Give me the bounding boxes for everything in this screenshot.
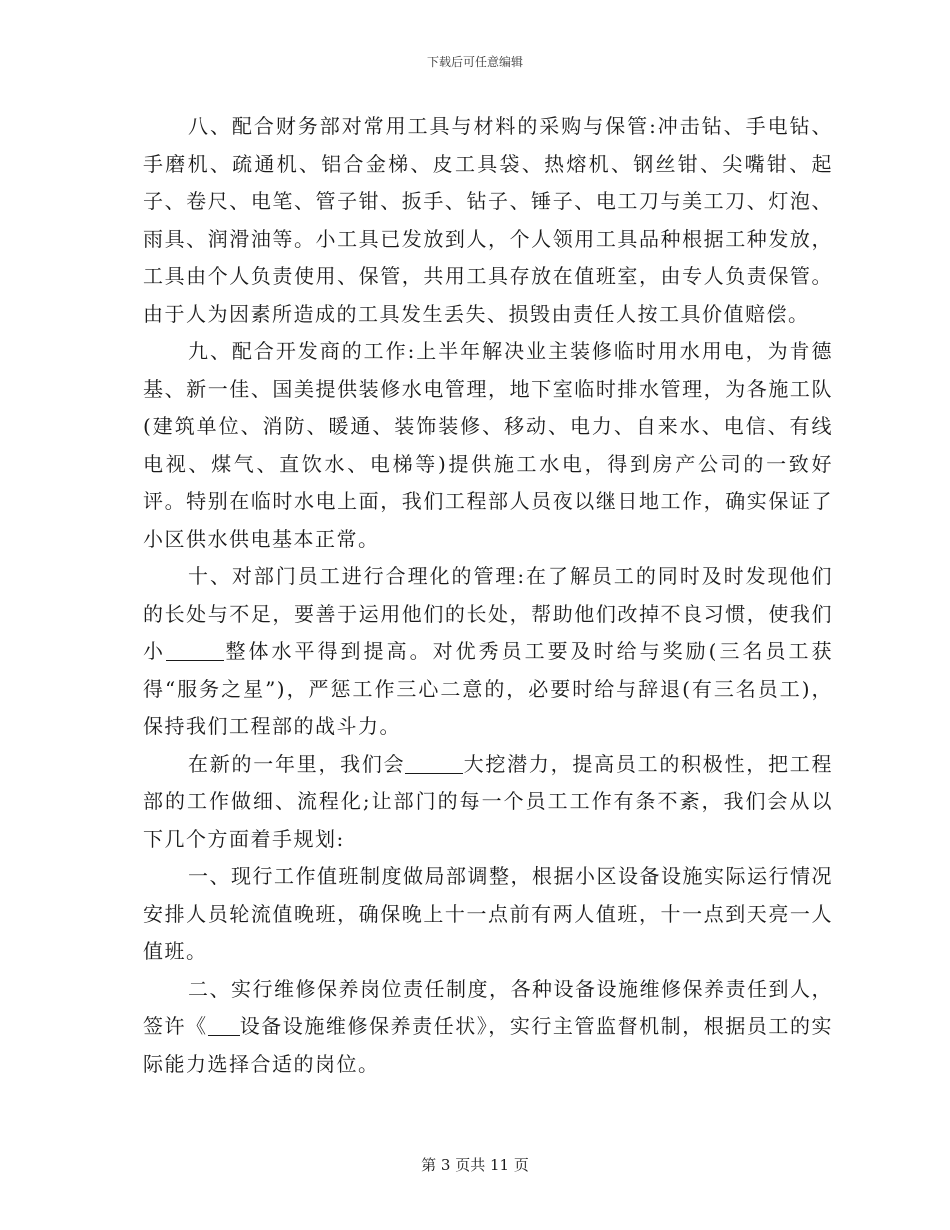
paragraph-text-after: 大挖潜力，提高员工的积极性，把工程部的工作做细、流程化;让部门的每一个员工工作有条不紊，我们会从以下几个方面着手规划: (143, 751, 834, 851)
paragraph-text-before: 二、实行维修保养岗位责任制度，各种设备设施维修保养责任到人，签许《 (143, 976, 833, 1038)
paragraph-text: 八、配合财务部对常用工具与材料的采购与保管:冲击钻、手电钻、手磨机、疏通机、铝合金梯、皮工具袋、热熔机、钢丝钳、尖嘴钳、起子、卷尺、电笔、管子钳、扳手、钻子、锤子、电工刀与美工刀、灯泡、雨具、润滑油等。小工具已发放到人，个人领用工具品种根据工种发放，工具由个人负责使用、保管，共用工具存放在值班室，由专人负责保管。由于人为因素所造成的工具发生丢失、损毁由责任人按工具价值赔偿。 (143, 114, 833, 326)
fill-blank (405, 753, 463, 774)
paragraph-staff-management (143, 558, 833, 746)
paragraph-text-before: 在新的一年里，我们会 (188, 751, 406, 776)
paragraph-maintenance (143, 971, 833, 1084)
paragraph-text: 九、配合开发商的工作:上半年解决业主装修临时用水用电，为肯德基、新一佳、国美提供装修水电管理，地下室临时排水管理，为各施工队(建筑单位、消防、暖通、装饰装修、移动、电力、自来水、电信、有线电视、煤气、直饮水、电梯等)提供施工水电，得到房产公司的一致好评。特别在临时水电上面，我们工程部人员夜以继日地工作，确实保证了小区供水供电基本正常。 (143, 339, 833, 551)
paragraph-developer (143, 333, 833, 558)
paragraph-new-year (143, 746, 833, 859)
page-footer: 第 3 页共 11 页 (421, 1156, 529, 1174)
paragraph-duty-schedule (143, 858, 833, 971)
paragraph-tools (143, 108, 833, 333)
paragraph-text: 一、现行工作值班制度做局部调整，根据小区设备设施实际运行情况安排人员轮流值晚班，确保晚上十一点前有两人值班，十一点到天亮一人值班。 (143, 864, 833, 963)
paragraph-text-before: 十、对部门员工进行合理化的管理:在了解员工的同时及时发现他们的长处与不足，要善于运用他们的长处，帮助他们改掉不良习惯，使我们小 (143, 564, 833, 663)
paragraph-text-after: 设备设施维修保养责任状》，实行主管监督机制，根据员工的实际能力选择合适的岗位。 (143, 1014, 834, 1076)
page-header: 下载后可任意编辑 (426, 55, 523, 69)
fill-blank (208, 1015, 240, 1036)
fill-blank (166, 640, 224, 661)
document-body (143, 108, 833, 1083)
paragraph-text-after: 整体水平得到提高。对优秀员工要及时给与奖励(三名员工获得“服务之星”)，严惩工作三心二意的，必要时给与辞退(有三名员工)，保持我们工程部的战斗力。 (143, 639, 833, 738)
